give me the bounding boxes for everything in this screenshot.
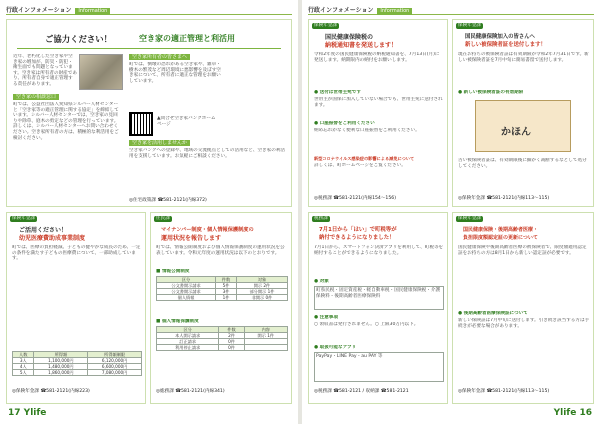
sub-heading: ● 注意事項 xyxy=(314,315,338,320)
article-title: マイナンバー制度・個人情報保護制度の xyxy=(161,227,254,233)
contact-tel: ◎保険年金課 ☎581-2121(内線223) xyxy=(12,389,90,394)
cooperate-heading: ご協力ください！ xyxy=(45,34,112,44)
consult-text: 町では、公益社団法人愛知県シルバー人材センターと「空き家等の適正管理に関する協定」を締結しています。シルバー人材センターでは、空き家の見回りや除草、庭木の剪定などの管理を行っています。詳しくは、シルバー人材センターへお問い合わせください。空き家所有者の方は、積極的な利活用をご検討ください。 xyxy=(13,102,119,141)
page-number-left: 17 Ylife xyxy=(8,408,47,418)
article-body: 町では、情報公開制度および個人情報保護制度の運用状況を公表しています。令和元年度の運用状況は以下のとおりです。 xyxy=(156,245,285,256)
info-table: 区分 件数 対象 公文書開示請求 5件 開示 2件 公文書開示請求 3件 部分開示 1件 個人情報 1件 非開示 0件 xyxy=(156,276,288,301)
contact-tel: ◎保険年金課 ☎581-2121(内線113〜115) xyxy=(458,196,550,201)
left-page xyxy=(0,0,298,424)
covid-text: 詳しくは、町ホームページをご覧ください。 xyxy=(314,163,406,168)
article-body: 国民健康保険や後期高齢者医療の被保険者で、限度額適用認定証をお持ちの方は8月1日から新しい認定証が必要です。 xyxy=(458,245,587,256)
utilize-text: 空き家バンクへの登録や、地域の交流拠点としての活用など、空き家の利活用を支援しています。お気軽にご相談ください。 xyxy=(129,148,286,159)
article-body: 現在お持ちの被保険者証は有効期限が令和2年7月31日です。新しい被保険者証を7月中旬に簡易書留で送付します。 xyxy=(458,52,589,63)
qr-code[interactable] xyxy=(129,112,153,136)
article-title: 国民健康保険税の xyxy=(325,34,374,41)
akiya-title: 空き家の適正管理と利活用 xyxy=(139,34,235,43)
owner-text: 町では、倒壊の恐れがある空き家や、雑草・樹木の繁茂など周辺環境に悪影響を及ぼす空き家について、所有者に適正な管理をお願いしています。 xyxy=(129,62,221,84)
article-title-2: 負担限度額認定証の更新について xyxy=(463,235,538,241)
sub-heading: ● 送付は世帯主宛です xyxy=(314,90,361,95)
section-header: 空き家を活用しませんか xyxy=(129,140,190,146)
qr-caption: ▲問合せ空き家バンクホームページ xyxy=(157,116,216,127)
left-header xyxy=(6,6,292,15)
contact-tel: ◎保険年金課 ☎581-2121(内線113〜115) xyxy=(458,389,550,394)
contact-tel: ◎総務課 ☎581-2121(内線341) xyxy=(156,389,225,394)
medical-article xyxy=(6,212,146,404)
header-title: 行政インフォメーション xyxy=(6,7,72,14)
article-title: 国民健康保険・後期高齢者医療・ xyxy=(463,227,539,233)
covid-notice: 新型コロナウイルス感染症の影響による減免について xyxy=(314,156,415,161)
header-tag: Information xyxy=(377,8,412,15)
header-tag: Information xyxy=(75,8,110,15)
payment-app-article xyxy=(308,212,448,404)
right-page xyxy=(302,0,600,424)
limit-cert-article xyxy=(452,212,594,404)
sub-heading: ● 後期高齢者医療保険証について xyxy=(458,311,528,316)
article-title: 国民健康保険加入の皆さんへ xyxy=(465,34,535,40)
contact-tel: ◎住宅政策課 ☎581-2121(内線372) xyxy=(129,198,207,203)
dept-tag: 保険年金課 xyxy=(458,23,481,28)
sub-heading: ● 口座振替をご利用ください xyxy=(314,121,375,126)
insurance-card-image xyxy=(475,100,571,152)
card-note: 古い被保険者証は、有効期限後に細かく裁断するなどして処分してください。 xyxy=(458,158,587,169)
article-title: ご活用ください！ xyxy=(19,227,68,234)
table-caption: ■ 情報公開制度 xyxy=(156,269,190,274)
disclosure-article xyxy=(150,212,292,404)
page-number-right: Ylife 16 xyxy=(553,408,592,418)
insurance-card-article xyxy=(452,19,594,207)
sub-text: 新しい保険証は7月中旬に送付します。引き続き該当する方は手続きが必要な場合があります。 xyxy=(458,318,590,329)
article-title-2: 納付できるようになりました！ xyxy=(319,235,395,241)
article-title: 7月1日から「はい」で町税等が xyxy=(319,227,397,233)
dept-tag: 保険年金課 xyxy=(458,216,481,221)
article-title-2: 運用状況を報告します xyxy=(161,235,222,242)
apps-box: PayPay・LINE Pay・au PAY 等 xyxy=(314,352,444,382)
akiya-article xyxy=(6,19,292,207)
dept-tag: 保険年金課 xyxy=(314,23,337,28)
article-body: 町では、医療の負担軽減、子どもの健やかな成長のため、一定の条件を満たす子どもの医療費について、一部助成しています。 xyxy=(12,245,141,262)
dept-tag: 税務課 xyxy=(314,216,328,221)
contact-tel: ◎税務課 ☎581-2121 / 収納課 ☎581-2121 xyxy=(314,389,409,394)
article-body: 7月1日から、スマートフォン決済アプリを利用して、町税等を納付することができるようになりました。 xyxy=(314,245,444,256)
tax-notice-article xyxy=(308,19,448,207)
dept-tag: 住民課 xyxy=(156,216,170,221)
sub-heading: ● 新しい被保険者証の有効期限 xyxy=(458,90,524,95)
right-header xyxy=(308,6,594,15)
header-title: 行政インフォメーション xyxy=(308,7,374,14)
pi-table: 区分 件数 内容 本人開示請求 2件 開示 1件 訂正請求 0件 利用停止請求 0件 xyxy=(156,326,288,351)
target-box: 町県民税・固定資産税・軽自動車税・国民健康保険税・介護保険料・後期高齢者医療保険料 xyxy=(314,286,444,310)
article-body: 令和2年度の国民健康保険税の納税通知書を、7月13日(月)に発送します。納期限内の納付をお願いします。 xyxy=(314,52,440,63)
contact-tel: ◎税務課 ☎581-2121(内線154〜156) xyxy=(314,196,396,201)
sub-heading: ● 取扱可能なアプリ xyxy=(314,345,357,350)
sub-text: 納め忘れがなく便利な口座振替をご利用ください。 xyxy=(314,128,420,133)
article-title-2: 納税通知書を発送します！ xyxy=(325,42,398,49)
sub-heading: ● 対象 xyxy=(314,279,329,284)
section-header: 空き家所有者の皆さまへ xyxy=(129,54,190,60)
sub-text: 世帯主が国保に加入していない場合でも、世帯主宛に送付されます。 xyxy=(314,97,443,108)
dept-tag: 保険年金課 xyxy=(12,216,35,221)
article-title-2: 幼児医療費助成事業制度 xyxy=(19,235,86,242)
house-photo xyxy=(79,54,123,90)
table-caption: ■ 個人情報保護制度 xyxy=(156,319,199,324)
notes-text: ○ 領収書は発行されません。○ 上限30万円以下。 xyxy=(314,322,419,327)
section-header: 空き家の相談窓口 xyxy=(13,94,59,100)
article-title-2: 新しい被保険者証を送付します！ xyxy=(465,42,546,48)
intro-text: 近年、老朽化した空き家や空き家の増加が、防災・防犯・衛生面でも問題となっています。空き家は所有者の財産であり、所有者自身で適正管理する責任があります。 xyxy=(13,54,77,87)
card-sample-text: かほん xyxy=(501,127,531,138)
income-table: 人数 所得額 所得額制限 3人 1,100,000円 6,120,000円 4人 1,480,000円 6,600,000円 5人 1,860,000円 7,080,000円 xyxy=(12,351,142,376)
